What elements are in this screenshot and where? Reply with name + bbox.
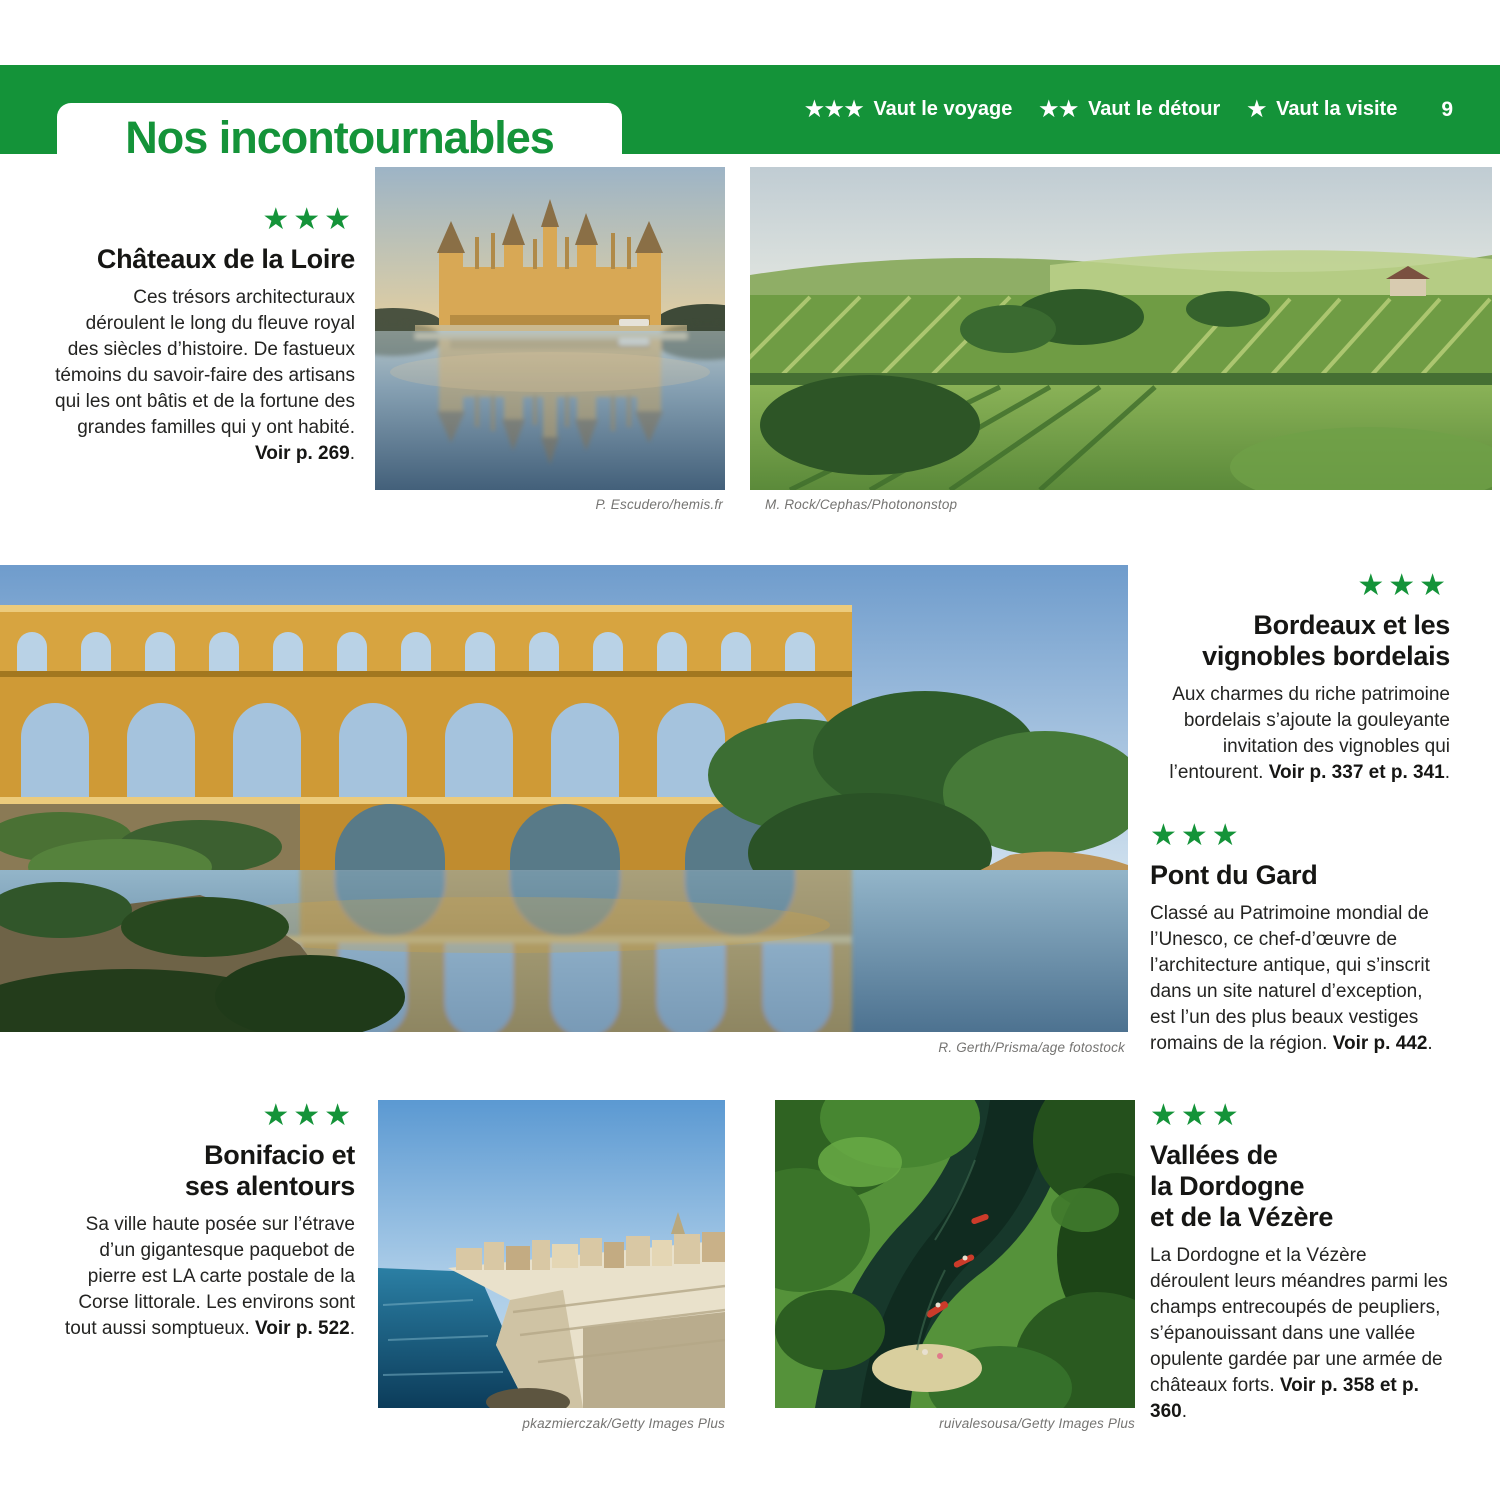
photo-vignobles [750,167,1492,490]
two-stars-icon: ★★ [1039,98,1080,121]
page-reference: Voir p. 522 [255,1318,350,1340]
chambord-illustration [375,167,725,490]
legend-label: Vaut le détour [1088,98,1221,120]
page-number: 9 [1441,97,1453,121]
bonifacio-illustration [378,1100,725,1408]
page-title-box [57,103,622,172]
section-title: Pont du Gard [1150,860,1318,890]
rating-stars-icon: ★★★ [1357,569,1450,602]
section-bordeaux [1150,571,1450,786]
section-bonifacio [55,1101,355,1342]
legend-item-detour [1039,97,1220,122]
section-body: Classé au Patrimoine mondial de l’Unesco, ce chef-d’œuvre de l’architecture antique, qui s’inscrit dans un site naturel d’exception, est l’un des plus beaux vestiges romains de la région. Voir p. 442. [1150,903,1433,1055]
section-body: Sa ville haute posée sur l’étrave d’un gigantesque paquebot de pierre est LA carte postale de la Corse littorale. Les environs sont tout aussi somptueux. Voir p. 522. [64,1214,355,1340]
page-reference: Voir p. 269 [255,443,350,465]
rating-stars-icon: ★★★ [1150,1099,1243,1132]
section-chateaux-loire [55,205,355,467]
section-body: Ces trésors architecturaux déroulent le long du fleuve royal des siècles d’histoire. De fastueux témoins du savoir-faire des artisans qui les ont bâtis et de la fortune des grandes familles qui y ont habité. Voir p. 269. [55,287,355,465]
page-reference: Voir p. 442 [1332,1033,1428,1055]
section-vallees-dordogne [1150,1101,1450,1425]
section-title: Châteaux de la Loire [96,244,355,274]
section-pont-du-gard [1150,821,1450,1057]
section-body: La Dordogne et la Vézère déroulent leurs méandres parmi les champs entrecoupés de peupliers, s’épanouissant dans une vallée opulente gardée par une armée de châteaux forts. Voir p. 358 et p. 360. [1150,1245,1448,1423]
pont-du-gard-illustration [0,565,1128,1032]
section-title: Bordeaux et les vignobles bordelais [1202,610,1450,672]
photo-dordogne [775,1100,1135,1408]
legend-label: Vaut le voyage [873,98,1013,120]
dordogne-illustration [775,1100,1135,1408]
legend-item-visite [1247,97,1397,122]
one-star-icon: ★ [1247,98,1268,121]
section-title: Vallées de la Dordogne et de la Vézère [1150,1140,1334,1233]
page-reference: Voir p. 337 et p. 341 [1268,762,1445,784]
page-title: Nos incontournables [125,111,554,163]
credit-pont-du-gard: R. Gerth/Prisma/age fotostock [938,1040,1125,1055]
credit-bonifacio: pkazmierczak/Getty Images Plus [522,1416,725,1431]
rating-stars-icon: ★★★ [1150,819,1243,852]
legend-item-voyage [805,97,1012,122]
vineyard-illustration [750,167,1492,490]
photo-bonifacio [378,1100,725,1408]
ratings-legend [805,65,1453,154]
rating-stars-icon: ★★★ [262,203,355,236]
rating-stars-icon: ★★★ [262,1099,355,1132]
legend-label: Vaut la visite [1276,98,1398,120]
photo-chateaux-loire [375,167,725,490]
section-body: Aux charmes du riche patrimoine bordelais s’ajoute la gouleyante invitation des vignobles qui l’entourent. Voir p. 337 et p. 341. [1169,684,1450,784]
credit-dordogne: ruivalesousa/Getty Images Plus [939,1416,1135,1431]
three-stars-icon: ★★★ [804,98,865,121]
section-title: Bonifacio et ses alentours [184,1140,355,1202]
page-reference: Voir p. 358 et p. 360 [1150,1375,1419,1423]
photo-pont-du-gard [0,565,1128,1032]
credit-vignoble: M. Rock/Cephas/Photononstop [765,497,958,512]
credit-chambord: P. Escudero/hemis.fr [595,497,723,512]
